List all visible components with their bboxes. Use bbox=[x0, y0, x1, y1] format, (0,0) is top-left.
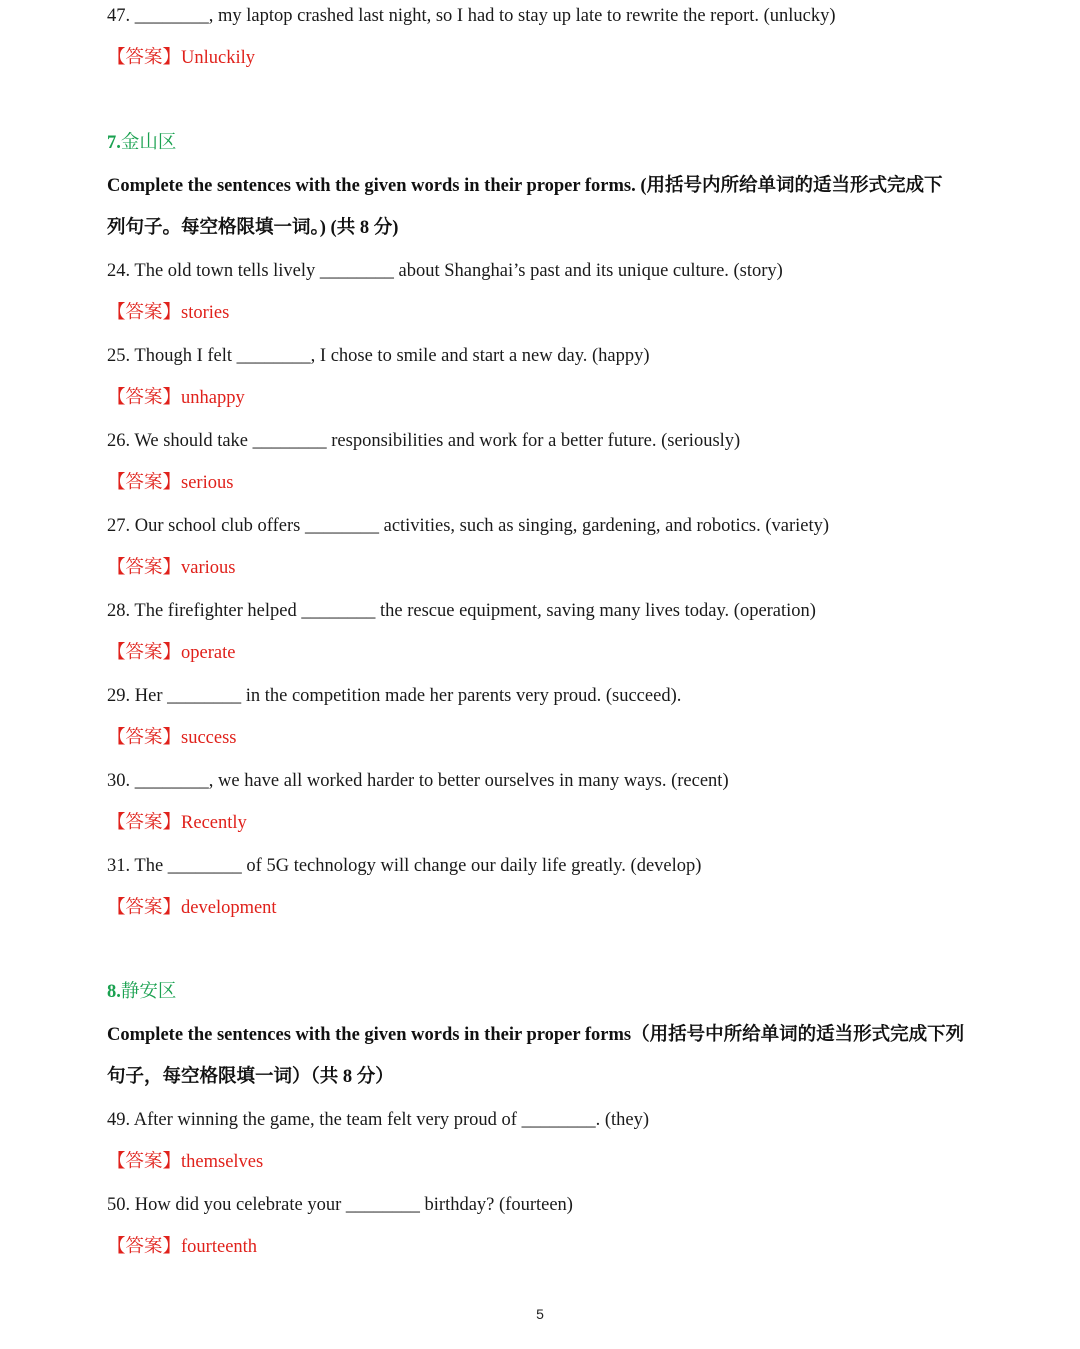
answer-text: various bbox=[181, 558, 236, 578]
answer-text: unhappy bbox=[181, 388, 245, 408]
question-25: 25. Though I felt ________, I chose to smile and start a new day. (happy) bbox=[107, 346, 650, 366]
answer-tag: 【答案】 bbox=[107, 473, 182, 493]
section-name: 静安区 bbox=[120, 982, 177, 1002]
answer-27 bbox=[107, 557, 235, 579]
answer-text: success bbox=[181, 728, 237, 748]
answer-tag: 【答案】 bbox=[107, 728, 182, 748]
answer-tag: 【答案】 bbox=[107, 643, 182, 663]
answer-tag: 【答案】 bbox=[107, 558, 182, 578]
answer-tag: 【答案】 bbox=[107, 1237, 182, 1257]
question-28: 28. The firefighter helped ________ the rescue equipment, saving many lives today. (operation) bbox=[107, 601, 816, 621]
answer-text: Recently bbox=[181, 813, 247, 833]
answer-text: themselves bbox=[181, 1152, 264, 1172]
answer-26 bbox=[107, 472, 233, 494]
answer-text: Unluckily bbox=[181, 48, 256, 68]
section-number: 8. bbox=[107, 982, 121, 1002]
section-heading-7 bbox=[107, 132, 176, 154]
answer-text: development bbox=[181, 898, 277, 918]
answer-tag: 【答案】 bbox=[107, 898, 182, 918]
section-name: 金山区 bbox=[120, 133, 177, 153]
answer-tag: 【答案】 bbox=[107, 48, 182, 68]
instruction-line-1: Complete the sentences with the given words in their proper forms（用括号中所给单词的适当形式完成下列 bbox=[107, 1025, 965, 1045]
page-number: 5 bbox=[536, 1306, 544, 1322]
instruction-line-1: Complete the sentences with the given words in their proper forms. (用括号内所给单词的适当形式完成下 bbox=[107, 176, 943, 196]
answer-text: fourteenth bbox=[181, 1237, 258, 1257]
answer-30 bbox=[107, 812, 247, 834]
answer-tag: 【答案】 bbox=[107, 388, 182, 408]
answer-28 bbox=[107, 642, 235, 664]
question-27: 27. Our school club offers ________ activities, such as singing, gardening, and robotics. (variety) bbox=[107, 516, 830, 536]
instruction-line-2: 句子，每空格限填一词）（共 8 分） bbox=[107, 1067, 394, 1087]
section-heading-8 bbox=[107, 981, 176, 1003]
answer-50 bbox=[107, 1236, 257, 1258]
question-29: 29. Her ________ in the competition made her parents very proud. (succeed). bbox=[107, 686, 682, 706]
answer-tag: 【答案】 bbox=[107, 1152, 182, 1172]
question-24: 24. The old town tells lively ________ about Shanghai’s past and its unique culture. (story) bbox=[107, 261, 783, 281]
answer-text: operate bbox=[181, 643, 236, 663]
question-49: 49. After winning the game, the team felt very proud of ________. (they) bbox=[107, 1110, 650, 1130]
answer-24 bbox=[107, 302, 229, 324]
answer-25 bbox=[107, 387, 245, 409]
answer-tag: 【答案】 bbox=[107, 813, 182, 833]
answer-text: serious bbox=[181, 473, 234, 493]
answer-31 bbox=[107, 897, 277, 919]
instruction-line-2: 列句子。每空格限填一词。) (共 8 分) bbox=[107, 218, 399, 238]
question-30: 30. ________, we have all worked harder to better ourselves in many ways. (recent) bbox=[107, 771, 729, 791]
section-number: 7. bbox=[107, 133, 121, 153]
answer-49 bbox=[107, 1151, 263, 1173]
question-47: 47. ________, my laptop crashed last night, so I had to stay up late to rewrite the report. (unlucky) bbox=[107, 6, 836, 26]
answer-text: stories bbox=[181, 303, 230, 323]
question-31: 31. The ________ of 5G technology will change our daily life greatly. (develop) bbox=[107, 856, 702, 876]
answer-47 bbox=[107, 47, 255, 69]
question-26: 26. We should take ________ responsibilities and work for a better future. (seriously) bbox=[107, 431, 741, 451]
answer-tag: 【答案】 bbox=[107, 303, 182, 323]
answer-29 bbox=[107, 727, 237, 749]
question-50: 50. How did you celebrate your ________ birthday? (fourteen) bbox=[107, 1195, 573, 1215]
